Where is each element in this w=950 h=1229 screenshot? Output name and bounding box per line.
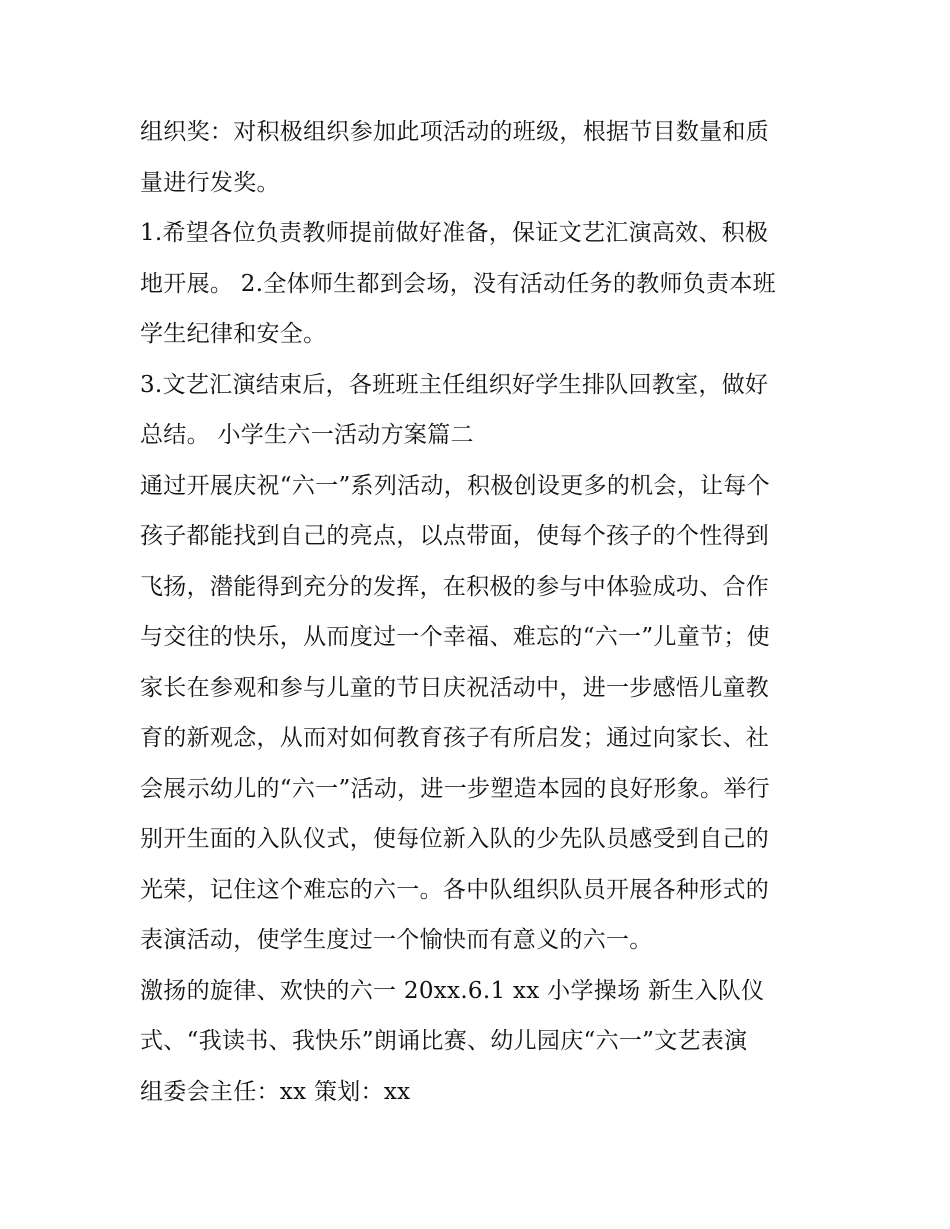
text-line: 总结。 小学生六一活动方案篇二 [140,422,474,448]
text-line: 光荣，记住这个难忘的六一。各中队组织队员开展各种形式的 [140,876,770,903]
text-line: 1.希望各位负责教师提前做好准备，保证文艺汇演高效、积极 [140,220,769,246]
text-line: 会展示幼儿的“六一”活动，进一步塑造本园的良好形象。举行 [140,775,770,802]
text-line: 与交往的快乐，从而度过一个幸福、难忘的“六一”儿童节；使 [140,624,770,650]
text-line: 通过开展庆祝“六一”系列活动，积极创设更多的机会，让每个 [140,472,770,499]
text-line: 飞扬，潜能得到充分的发挥，在积极的参与中体验成功、合作 [140,573,770,600]
text-line: 激扬的旋律、欢快的六一 20xx.6.1 xx 小学操场 新生入队仪 [140,977,765,1004]
text-line: 式、“我读书、我快乐”朗诵比赛、幼儿园庆“六一”文艺表演 [140,1028,748,1054]
document-body [140,107,820,1117]
text-line: 别开生面的入队仪式，使每位新入队的少先队员感受到自己的 [140,826,770,852]
text-line: 表演活动，使学生度过一个愉快而有意义的六一。 [140,927,653,953]
text-line: 育的新观念，从而对如何教育孩子有所启发；通过向家长、社 [140,725,770,751]
text-line: 家长在参观和参与儿童的节日庆祝活动中，进一步感悟儿童教 [140,674,770,701]
text-line: 组织奖：对积极组织参加此项活动的班级，根据节目数量和质 [140,119,770,145]
text-line: 组委会主任：xx 策划：xx [140,1078,411,1105]
text-line: 学生纪律和安全。 [140,321,327,347]
text-line: 量进行发奖。 [140,169,280,196]
text-line: 孩子都能找到自己的亮点，以点带面，使每个孩子的个性得到 [140,523,770,549]
text-line: 3.文艺汇演结束后，各班班主任组织好学生排队回教室，做好 [140,371,769,398]
text-line: 地开展。 2.全体师生都到会场，没有活动任务的教师负责本班 [140,270,776,297]
